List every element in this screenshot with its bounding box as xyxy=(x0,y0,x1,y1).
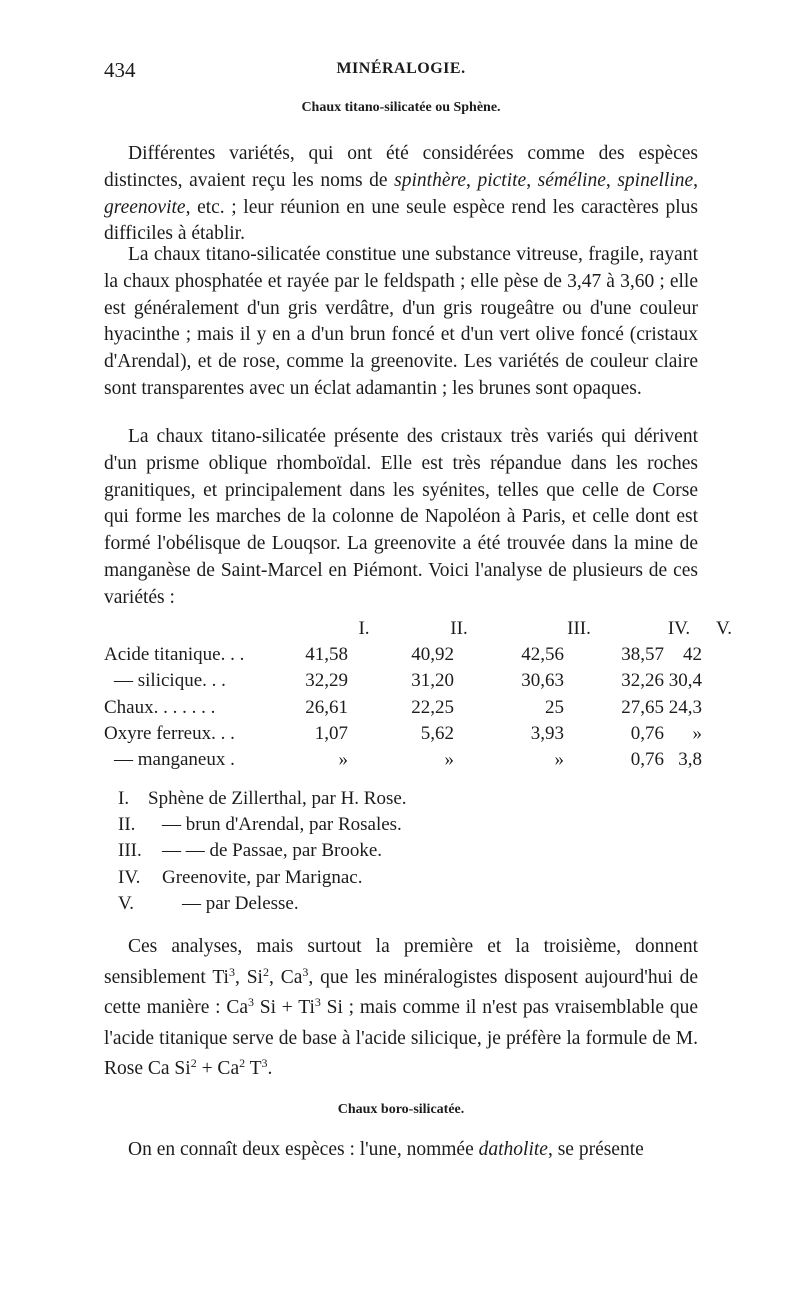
column-header: IV. xyxy=(667,618,691,639)
row-label: Chaux. . . . . . . xyxy=(104,696,216,718)
running-title: MINÉRALOGIE. xyxy=(336,60,466,77)
table-cell: » xyxy=(692,722,702,744)
table-row xyxy=(104,697,704,723)
table-cell: 38,57 xyxy=(621,644,664,666)
reference-key: IV. xyxy=(118,866,141,888)
table-cell: 27,65 xyxy=(621,696,664,718)
paragraph-analyses: Ces analyses, mais surtout la première et la troisième, donnent sensiblement Ti$^3$, Si$^2$, Ca$^3$, que les minéralogistes disposent aujourd'hui de cette manière : Ca$^3$ $Si + Ti^3$ Si ; mais comme il n'est pas vraisemblable que l'acide titanique serve de base à l'acide silicique, je préfère la formule de M. Rose Ca $Si^2 + Ca^2$ $T^3$. xyxy=(104,936,698,1079)
table-cell: 30,4 xyxy=(668,670,702,692)
reference-text: — par Delesse. xyxy=(182,892,299,914)
table-cell: 31,20 xyxy=(411,670,454,692)
reference-text: — — de Passae, par Brooke. xyxy=(162,840,383,862)
table-cell: 24,3 xyxy=(668,696,702,718)
reference-key: I. xyxy=(118,788,130,809)
column-header: II. xyxy=(450,618,468,639)
table-cell: 32,29 xyxy=(305,670,348,692)
table-cell: 26,61 xyxy=(305,696,348,718)
table-row xyxy=(104,644,704,670)
table-cell: 30,63 xyxy=(521,670,564,692)
table-cell: 42,56 xyxy=(521,644,564,666)
reference-key: III. xyxy=(118,840,142,862)
table-cell: 25 xyxy=(545,696,564,718)
paragraph-crystals: La chaux titano-silicatée présente des cristaux très variés qui dérivent d'un prisme oblique rhomboïdal. Elle est très répandue dans les roches granitiques, et principalement dans les syénites, telles que celle de Corse qui forme les marches de la colonne de Napoléon à Paris, et celle dont est formé l'obélisque de Louqsor. La greenovite a été trouvée dans la mine de manganèse de Saint-Marcel en Piémont. Voici l'analyse de plusieurs de ces variétés : xyxy=(104,426,698,608)
section-heading-sphene: Chaux titano-silicatée ou Sphène. xyxy=(301,100,501,115)
table-row xyxy=(104,670,704,696)
reference-text: Greenovite, par Marignac. xyxy=(162,866,363,888)
table-cell: 0,76 xyxy=(630,748,664,770)
section-heading-boro-silicate: Chaux boro-silicatée. xyxy=(337,1102,465,1117)
table-cell: 1,07 xyxy=(314,722,348,744)
row-label: — silicique. . . xyxy=(114,670,226,692)
row-label: Oxyre ferreux. . . xyxy=(104,722,235,744)
analysis-table xyxy=(104,618,733,775)
table-cell: 42 xyxy=(683,644,702,666)
column-header: V. xyxy=(715,618,733,639)
row-label: — manganeux . xyxy=(114,748,235,770)
paragraph-properties: La chaux titano-silicatée constitue une substance vitreuse, fragile, rayant la chaux phosphatée et rayée par le feldspath ; elle pèse de 3,47 à 3,60 ; elle est généralement d'un gris verdâtre, d'un gris rougeâtre ou d'une couleur hyacinthe ; mais il y en a d'un brun foncé et d'un vert olive foncé (cristaux d'Arendal), et de rose, comme la greenovite. Les variétés de couleur claire sont transparentes avec un éclat adamantin ; les brunes sont opaques. xyxy=(104,244,698,399)
paragraph-datholite: On en connaît deux espèces : l'une, nommée datholite, se présente xyxy=(128,1139,644,1160)
paragraph-varieties: Différentes variétés, qui ont été considérées comme des espèces distinctes, avaient reçu les noms de spinthère, pictite, séméline, spinelline, greenovite, etc. ; leur réunion en une seule espèce rend les caractères plus difficiles à établir. xyxy=(104,143,699,245)
table-cell: 3,93 xyxy=(530,722,564,744)
page-number: 434 xyxy=(104,58,136,82)
table-row xyxy=(104,723,704,749)
row-label: Acide titanique. . . xyxy=(104,644,245,666)
reference-text: Sphène de Zillerthal, par H. Rose. xyxy=(148,788,407,809)
table-cell: 32,26 xyxy=(621,670,664,692)
reference-key: V. xyxy=(118,892,135,914)
table-cell: 40,92 xyxy=(411,644,454,666)
table-cell: » xyxy=(554,748,564,770)
table-cell: » xyxy=(338,748,348,770)
table-cell: » xyxy=(444,748,454,770)
running-header xyxy=(104,58,698,84)
table-cell: 3,8 xyxy=(678,748,702,770)
table-cell: 41,58 xyxy=(305,644,348,666)
table-row xyxy=(104,749,704,775)
table-cell: 5,62 xyxy=(420,722,454,744)
column-header: III. xyxy=(567,618,591,639)
table-cell: 0,76 xyxy=(630,722,664,744)
column-header: I. xyxy=(358,618,370,639)
table-header-row xyxy=(104,618,733,644)
table-cell: 22,25 xyxy=(411,696,454,718)
reference-key: II. xyxy=(118,814,136,836)
reference-text: — brun d'Arendal, par Rosales. xyxy=(162,814,402,836)
